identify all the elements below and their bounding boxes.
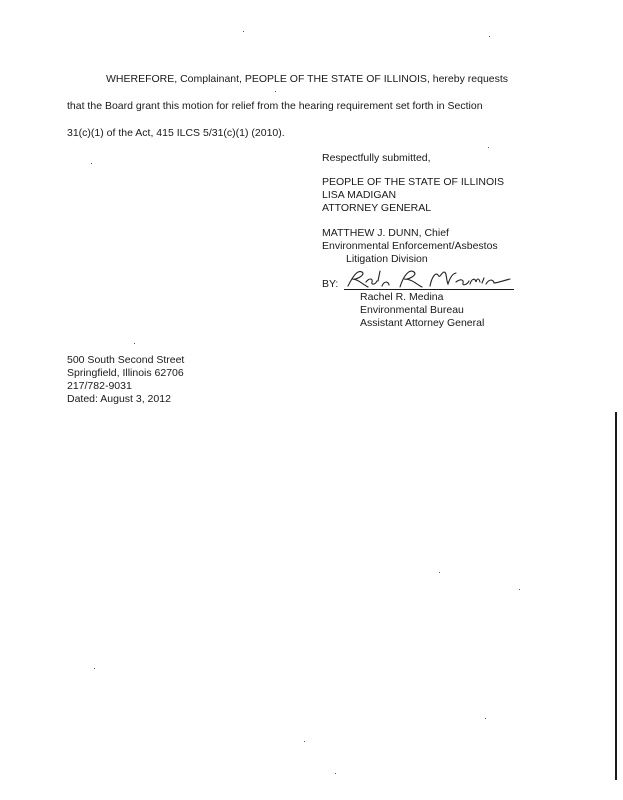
- scan-speck: [94, 668, 95, 669]
- signer-title: Assistant Attorney General: [360, 317, 485, 329]
- scan-speck: [485, 718, 486, 719]
- party-name: PEOPLE OF THE STATE OF ILLINOIS: [322, 176, 505, 188]
- signature-row: [322, 268, 514, 290]
- scan-speck: [304, 741, 305, 742]
- by-label: BY:: [322, 278, 339, 290]
- signer-name: Rachel R. Medina: [360, 291, 444, 303]
- scan-speck: [488, 147, 489, 148]
- address-city: Springfield, Illinois 62706: [67, 367, 184, 379]
- paragraph-line-3: 31(c)(1) of the Act, 415 ILCS 5/31(c)(1) (2010).: [67, 127, 285, 139]
- scan-speck: [335, 773, 336, 774]
- division-line-2: Litigation Division: [346, 253, 428, 265]
- paragraph-line-2: that the Board grant this motion for relief from the hearing requirement set forth in Section: [67, 100, 483, 112]
- division-line-1: Environmental Enforcement/Asbestos: [322, 240, 498, 252]
- scan-speck: [439, 572, 440, 573]
- scan-speck: [134, 343, 135, 344]
- scan-speck: [91, 163, 92, 164]
- address-street: 500 South Second Street: [67, 354, 185, 366]
- scan-speck: [243, 31, 244, 32]
- paragraph-line-1: WHEREFORE, Complainant, PEOPLE OF THE STATE OF ILLINOIS, hereby requests: [106, 73, 509, 85]
- scan-speck: [489, 36, 490, 37]
- party-block: [322, 176, 504, 215]
- attorney-general-title: ATTORNEY GENERAL: [322, 202, 432, 214]
- scan-edge-rule: [615, 412, 617, 780]
- scan-speck: [275, 91, 276, 92]
- address-phone: 217/782-9031: [67, 380, 132, 392]
- signer-block: [360, 291, 484, 330]
- chief-block: [322, 227, 498, 266]
- attorney-general-name: LISA MADIGAN: [322, 189, 397, 201]
- address-block: [67, 354, 184, 406]
- signer-bureau: Environmental Bureau: [360, 304, 464, 316]
- signature-line: [344, 289, 514, 290]
- date-line: Dated: August 3, 2012: [67, 393, 171, 405]
- chief-name: MATTHEW J. DUNN, Chief: [322, 227, 449, 239]
- scan-speck: [519, 589, 520, 590]
- closing-text: Respectfully submitted,: [322, 152, 431, 164]
